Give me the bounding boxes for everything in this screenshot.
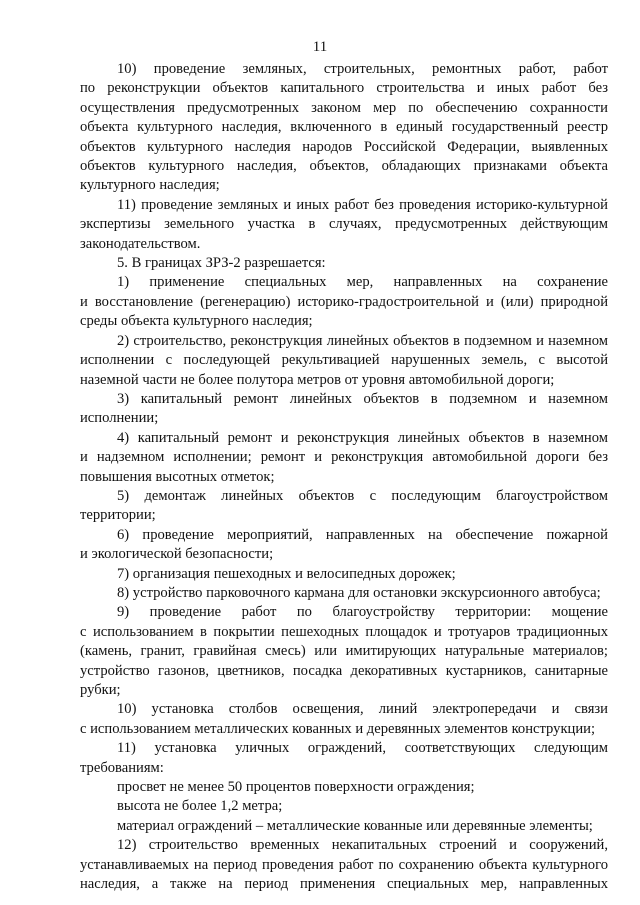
document-body (80, 60, 608, 894)
fence-requirement-height: высота не более 1,2 метра; (117, 798, 283, 815)
paragraph-item-5-dismantling: 5) демонтаж линейных объектов с последующим благоустройством территории; (80, 487, 608, 524)
page-number: 11 (312, 39, 328, 55)
section-5-heading: 5. В границах ЗРЗ-2 разрешается: (117, 255, 326, 272)
paragraph-item-10-prohibited-works: 10) проведение земляных, строительных, ремонтных работ, работ по реконструкции объектов капитального строительства и иных работ без осуществления предусмотренных законом мер по обеспечению сохранности объекта культурного наследия, включенного в единый государственный реестр объектов культурного наследия народов Российской Федерации, выявленных объектов культурного наследия, объектов, обладающих признаками объекта культурного наследия; (80, 61, 608, 194)
paragraph-item-2-linear-objects-construction: 2) строительство, реконструкция линейных объектов в подземном и наземном исполнении с последующей рекультивацией нарушенных земель, с высотой наземной части не более полутора метров от уровня автомобильной дороги; (80, 332, 608, 388)
paragraph-item-10-lighting-poles: 10) установка столбов освещения, линий электропередачи и связи с использованием металлических кованных и деревянных элементов конструкции; (80, 701, 608, 737)
fence-requirement-material: материал ограждений – металлические кованные или деревянные элементы; (117, 817, 593, 834)
paragraph-item-11-fences: 11) установка уличных ограждений, соответствующих следующим требованиям: (80, 740, 608, 776)
paragraph-item-1-special-measures: 1) применение специальных мер, направленных на сохранение и восстановление (регенерацию) историко-градостроительной и (или) природной среды объекта культурного наследия; (80, 274, 608, 330)
paragraph-item-7-paths: 7) организация пешеходных и велосипедных дорожек; (117, 565, 456, 582)
paragraph-item-11-prohibited-works: 11) проведение земляных и иных работ без проведения историко-культурной экспертизы земельного участка в случаях, предусмотренных действующим законодательством. (80, 196, 608, 252)
paragraph-item-12-temporary-structures: 12) строительство временных некапитальных строений и сооружений, устанавливаемых на период проведения работ по сохранению объекта культурного наследия, а также на период применения специальных мер, направленных (80, 837, 608, 893)
paragraph-item-3-capital-repair: 3) капитальный ремонт линейных объектов в подземном и наземном исполнении; (80, 390, 608, 427)
paragraph-item-4-overground-repair: 4) капитальный ремонт и реконструкция линейных объектов в наземном и надземном исполнении; ремонт и реконструкция автомобильной дороги без повышения высотных отметок; (80, 429, 608, 485)
fence-requirement-clearance: просвет не менее 50 процентов поверхности ограждения; (117, 779, 475, 796)
paragraph-item-9-landscaping: 9) проведение работ по благоустройству территории: мощение с использованием в покрытии пешеходных площадок и тротуаров традиционных (камень, гранит, гравийная смесь) или имитирующих натуральные материалов; устройство газонов, цветников, посадка декоративных кустарников, санитарные рубки; (80, 604, 608, 698)
paragraph-item-8-parking-pocket: 8) устройство парковочного кармана для остановки экскурсионного автобуса; (117, 584, 601, 601)
paragraph-item-6-fire-safety: 6) проведение мероприятий, направленных на обеспечение пожарной и экологической безопасности; (80, 526, 608, 563)
